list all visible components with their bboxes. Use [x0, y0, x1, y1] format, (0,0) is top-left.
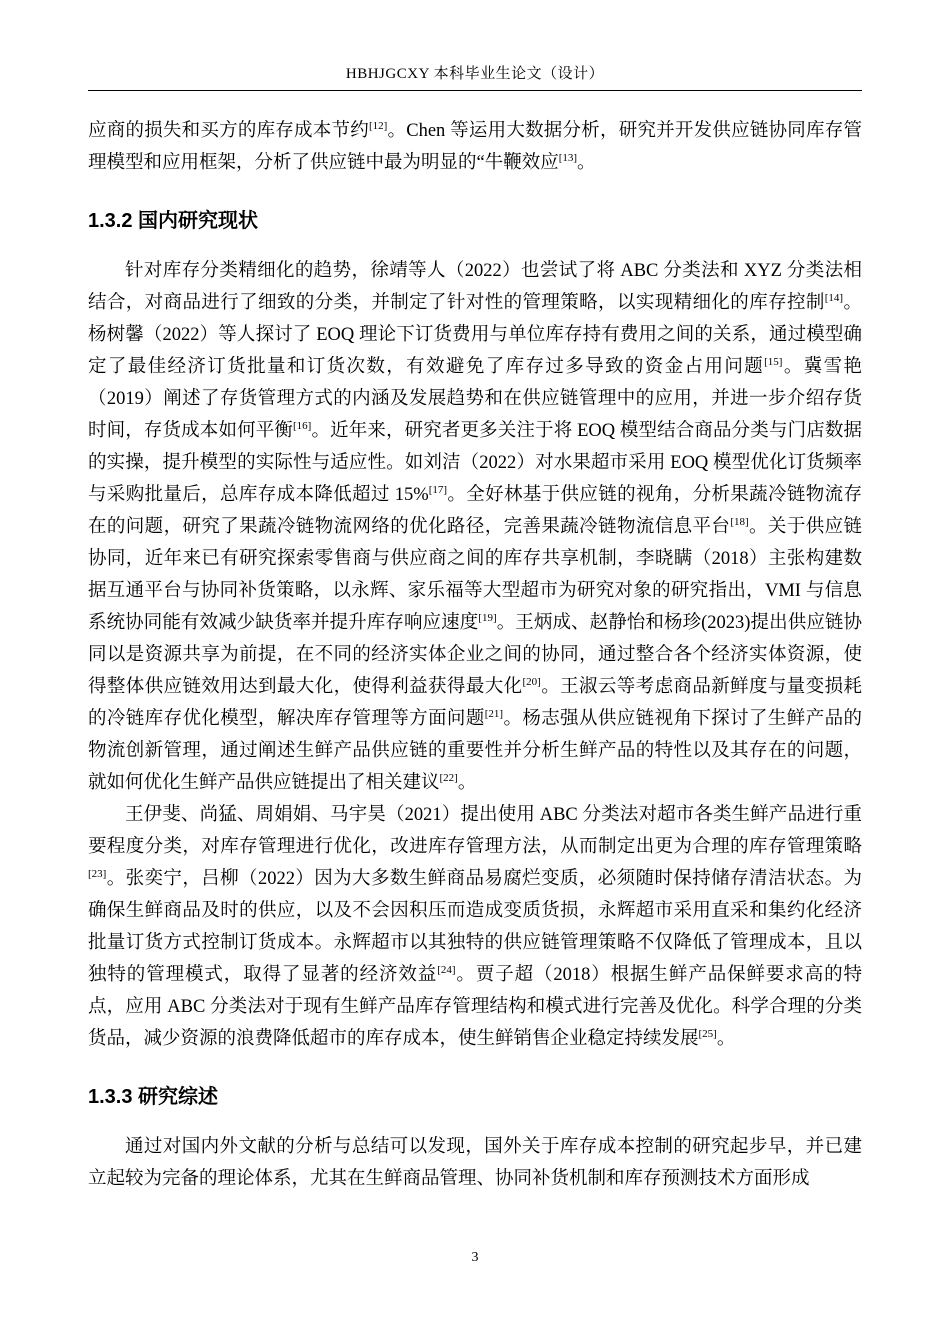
reference-marker: [14]	[824, 291, 844, 304]
page-number: 3	[471, 1250, 479, 1265]
text-run: 应商的损失和买方的库存成本节约	[88, 121, 369, 141]
text-run: 通过对国内外文献的分析与总结可以发现，国外关于库存成本控制的研究起步早，并已建立起较为完备的理论体系，尤其在生鲜商品管理、协同补货机制和库存预测技术方面形成	[88, 1137, 862, 1189]
section-heading-1-3-2: 1.3.2 国内研究现状	[88, 210, 259, 232]
text-run: 。冀雪艳（2019）阐述了存货管理方式的内涵及发展趋势和在供应链管理中的应用，并进一步介绍存货时间，存货成本如何平衡	[88, 357, 862, 441]
page-header	[88, 62, 862, 91]
reference-marker: [23]	[88, 867, 107, 880]
reference-marker: [22]	[439, 771, 458, 784]
text-run: 。	[716, 1029, 736, 1049]
reference-marker: [15]	[764, 355, 783, 368]
reference-marker: [24]	[437, 963, 456, 976]
document-body	[88, 115, 862, 1195]
header-title: HBHJGCXY 本科毕业生论文（设计）	[345, 66, 605, 82]
text-run: 。Chen 等运用大数据分析，研究并开发供应链协同库存管理模型和应用框架，分析了供应链中最为明显的“牛鞭效应	[88, 121, 862, 173]
text-run: 。张奕宁，吕柳（2022）因为大多数生鲜商品易腐烂变质，必须随时保持储存清洁状态。为确保生鲜商品及时的供应，以及不会因积压而造成变质货损，永辉超市采用直采和集约化经济批量订货方式控制订货成本。永辉超市以其独特的供应链管理策略不仅降低了管理成本，且以独特的管理模式，取得了显著的经济效益	[88, 869, 862, 985]
reference-marker: [13]	[558, 151, 578, 164]
paragraph-domestic-research-1	[88, 255, 862, 799]
text-run: 。	[577, 153, 596, 173]
text-run: 。王炳成、赵静怡和杨珍(2023)提出供应链协同以是资源共享为前提，在不同的经济实体企业之间的协同，通过整合各个经济实体资源，使得整体供应链效用达到最大化，使得利益获得最大化	[88, 613, 862, 697]
reference-marker: [20]	[522, 675, 541, 688]
reference-marker: [18]	[730, 515, 749, 528]
paragraph-continuation	[88, 115, 862, 179]
text-run: 。杨树馨（2022）等人探讨了 EOQ 理论下订货费用与单位库存持有费用之间的关系，通过模型确定了最佳经济订货批量和订货次数，有效避免了库存过多导致的资金占用问题	[88, 293, 862, 377]
reference-marker: [16]	[292, 419, 312, 432]
text-run: 针对库存分类精细化的趋势，徐靖等人（2022）也尝试了将 ABC 分类法和 XYZ 分类法相结合，对商品进行了细致的分类，并制定了针对性的管理策略，以实现精细化的库存控制	[88, 261, 862, 313]
section-heading-1-3-3: 1.3.3 研究综述	[88, 1086, 219, 1108]
reference-marker: [25]	[698, 1027, 717, 1040]
text-run: 。杨志强从供应链视角下探讨了生鲜产品的物流创新管理，通过阐述生鲜产品供应链的重要性并分析生鲜产品的特性以及其存在的问题，就如何优化生鲜产品供应链提出了相关建议	[88, 709, 862, 793]
text-run: 。	[457, 773, 477, 793]
reference-marker: [19]	[478, 611, 497, 624]
text-run: 王伊斐、尚猛、周娟娟、马宇昊（2021）提出使用 ABC 分类法对超市各类生鲜产品进行重要程度分类，对库存管理进行优化，改进库存管理方法，从而制定出更为合理的库存管理策略	[88, 805, 862, 857]
paragraph-domestic-research-2	[88, 799, 862, 1055]
reference-marker: [12]	[368, 119, 388, 132]
text-run: 。贾子超（2018）根据生鲜产品保鲜要求高的特点，应用 ABC 分类法对于现有生鲜产品库存管理结构和模式进行完善及优化。科学合理的分类货品，减少资源的浪费降低超市的库存成本，使生鲜销售企业稳定持续发展	[88, 965, 862, 1049]
reference-marker: [21]	[484, 707, 504, 720]
text-run: 。关于供应链协同，近年来已有研究探索零售商与供应商之间的库存共享机制，李晓瞒（2018）主张构建数据互通平台与协同补货策略，以永辉、家乐福等大型超市为研究对象的研究指出，VMI 与信息系统协同能有效减少缺货率并提升库存响应速度	[88, 517, 862, 633]
text-run: 。王淑云等考虑商品新鲜度与量变损耗的冷链库存优化模型，解决库存管理等方面问题	[88, 677, 862, 729]
text-run: 。近年来，研究者更多关注于将 EOQ 模型结合商品分类与门店数据的实操，提升模型的实际性与适应性。如刘洁（2022）对水果超市采用 EOQ 模型优化订货频率与采购批量后，总库存成本降低超过 15%	[88, 421, 862, 505]
reference-marker: [17]	[428, 483, 448, 496]
paragraph-research-summary	[88, 1131, 862, 1195]
text-run: 。全好林基于供应链的视角，分析果蔬冷链物流存在的问题，研究了果蔬冷链物流网络的优化路径，完善果蔬冷链物流信息平台	[88, 485, 862, 537]
